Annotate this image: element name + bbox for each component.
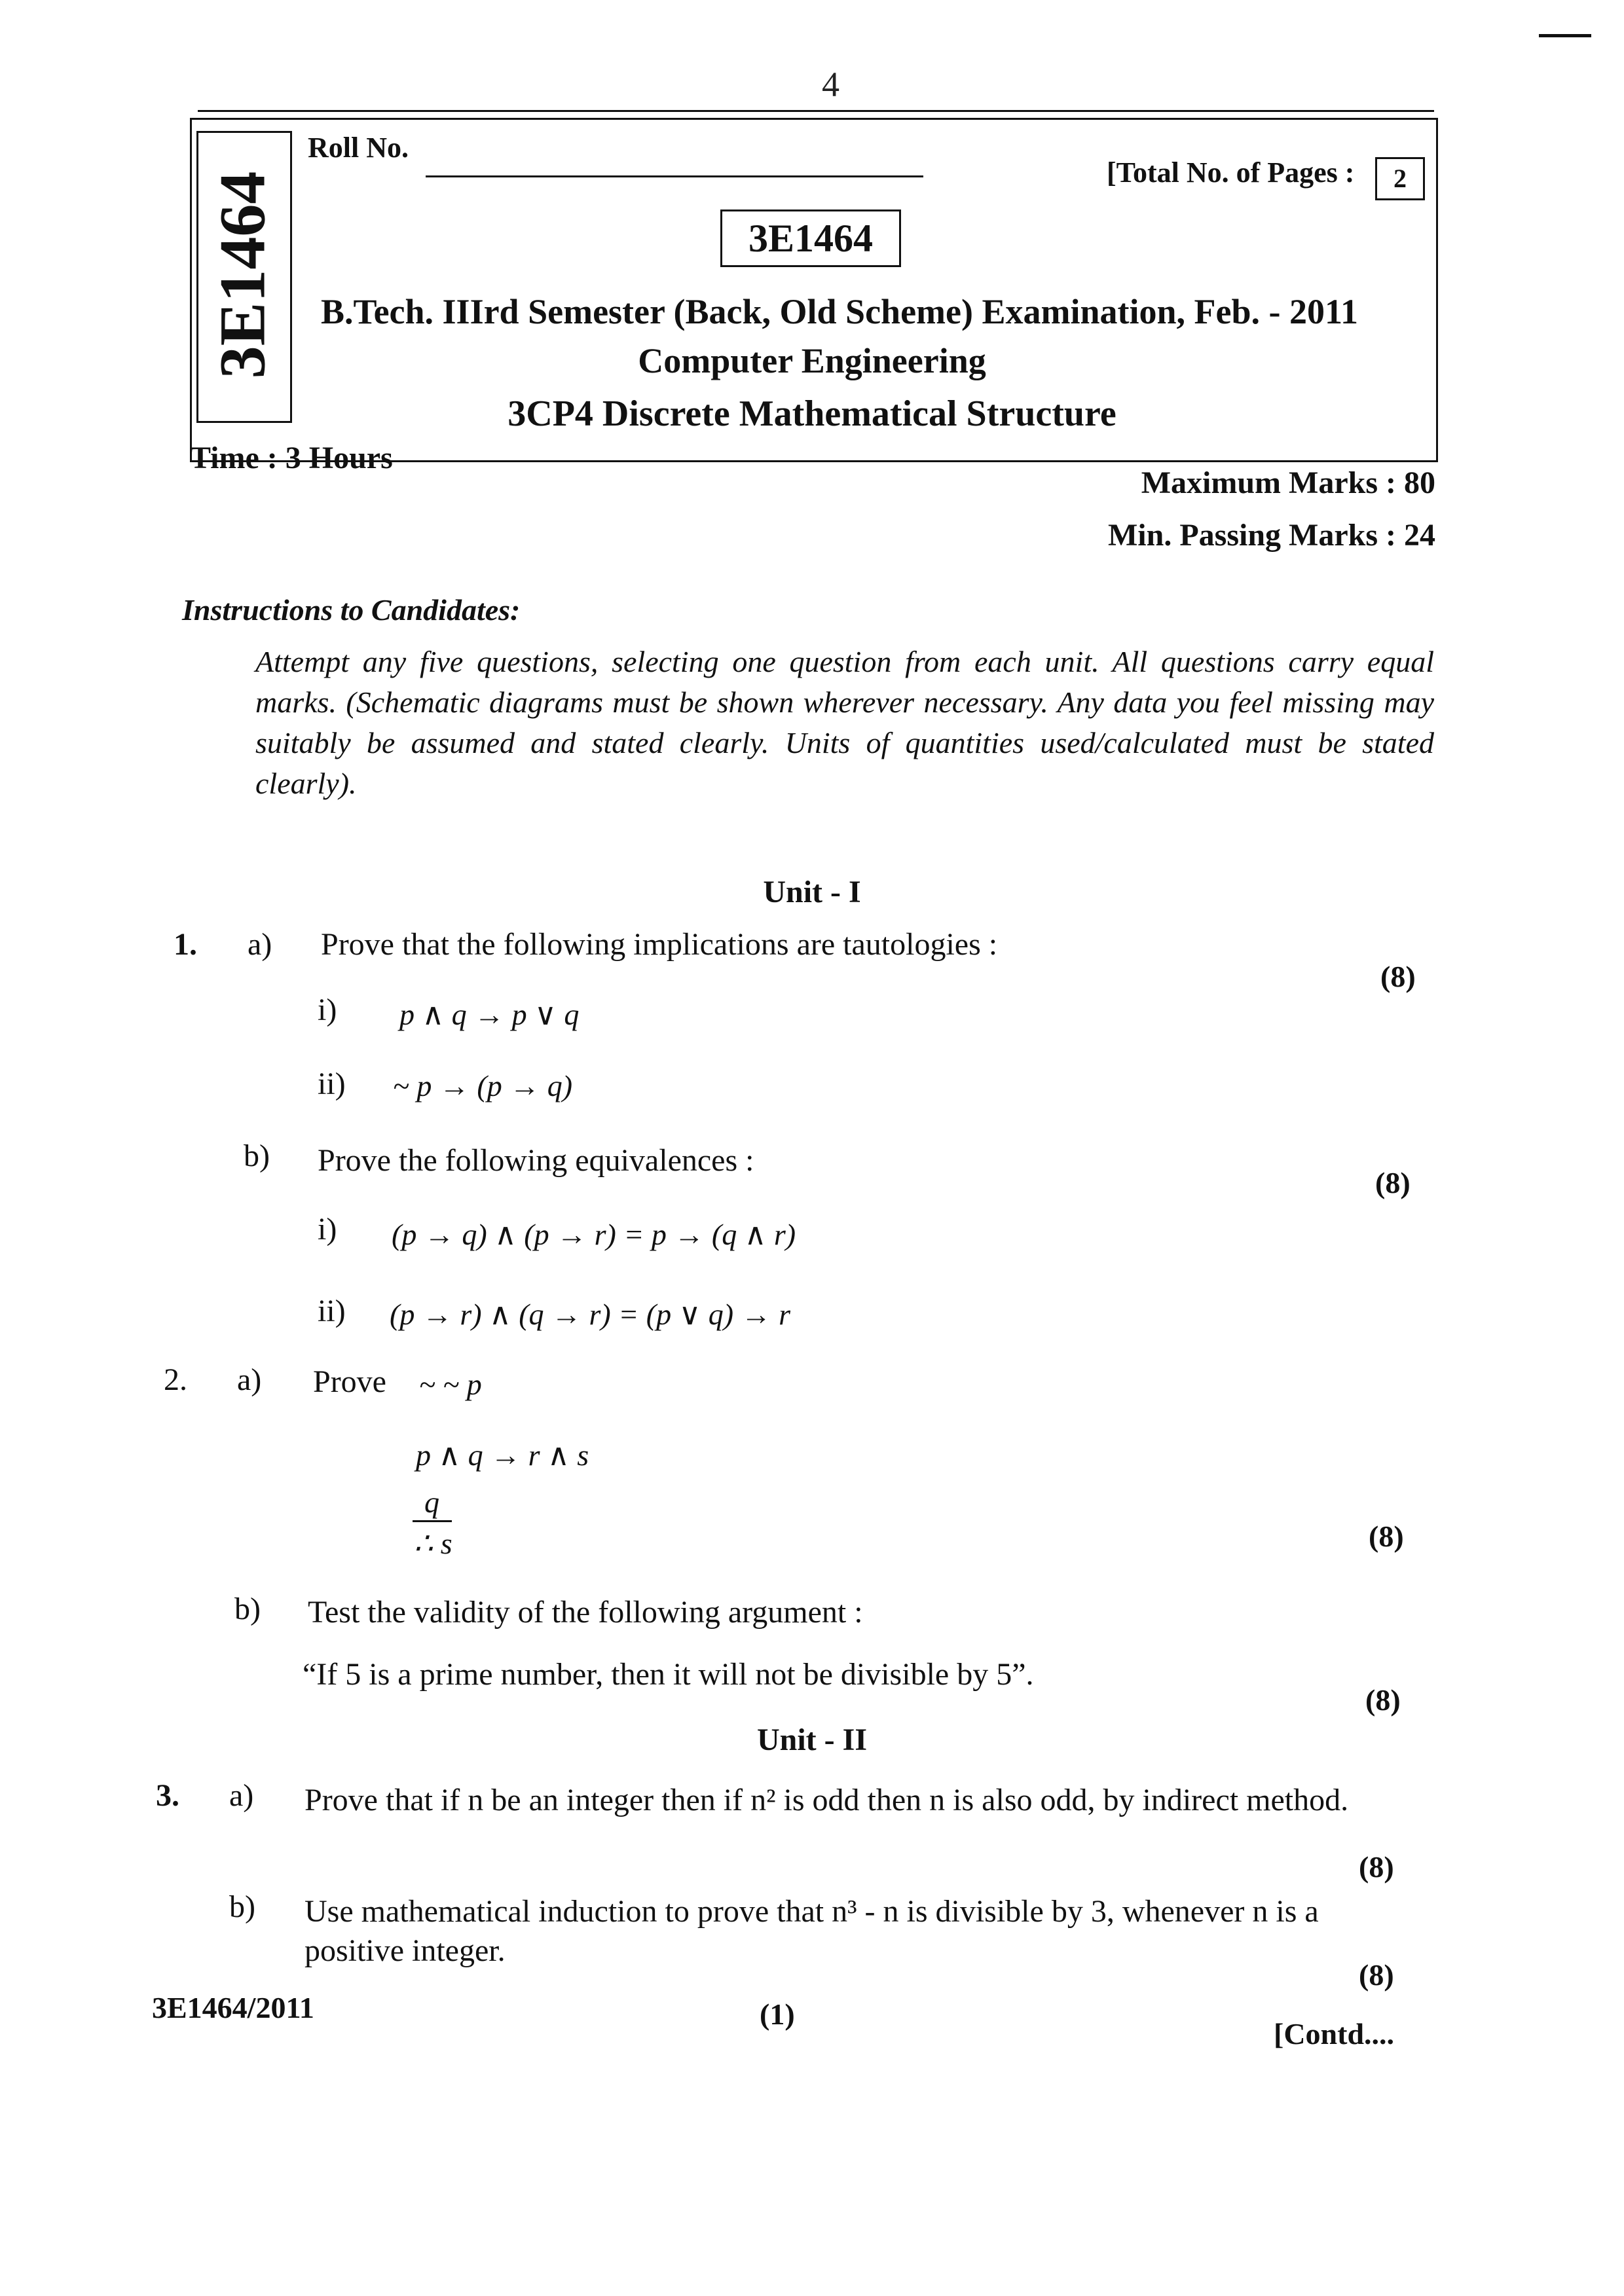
q1a-i-label: i) (318, 993, 337, 1027)
exam-title: B.Tech. IIIrd Semester (Back, Old Scheme) Examination, Feb. - 2011 (321, 292, 1359, 331)
q3a-label: a) (229, 1778, 254, 1813)
q1b-ii-label: ii) (318, 1294, 346, 1328)
q2a-text: Prove (313, 1364, 386, 1399)
paper-code: 3E1464 (720, 210, 901, 267)
q2b-marks: (8) (1365, 1683, 1401, 1717)
q1b-ii-expr: (p → r) ∧ (q → r) = (p ∨ q) → r (390, 1298, 790, 1331)
instructions-heading: Instructions to Candidates: (182, 593, 521, 627)
q1b-label: b) (244, 1139, 270, 1173)
footer-continued: [Contd.... (1274, 2017, 1395, 2050)
q1b-i-label: i) (318, 1212, 337, 1247)
total-pages-label: [Total No. of Pages : (1107, 156, 1355, 189)
q1-number: 1. (174, 927, 197, 962)
roll-number-line (426, 175, 923, 177)
q1a-ii-label: ii) (318, 1066, 346, 1101)
top-dash-mark (1539, 34, 1591, 37)
q3a-marks: (8) (1359, 1850, 1394, 1884)
unit-1-heading: Unit - I (763, 875, 861, 909)
q3b-label: b) (229, 1889, 255, 1924)
instructions-text: Attempt any five questions, selecting one question from each unit. All questions carry equal marks. (Schematic diagrams must be shown wherever necessary. Any data you feel missing may suitably be assumed and stated clearly. Units of quantities used/calculated must be stated clearly). (255, 645, 1434, 800)
q2b-quote: “If 5 is a prime number, then it will not be divisible by 5”. (303, 1657, 1034, 1692)
q3b-text: Use mathematical induction to prove that n³ - n is divisible by 3, whenever n is a positive integer. (304, 1894, 1319, 1968)
q2a-premise-1: p ∧ q → r ∧ s (416, 1438, 589, 1472)
q2a-premise-2: q (424, 1485, 439, 1519)
q2-number: 2. (164, 1362, 187, 1397)
q1b-text: Prove the following equivalences : (318, 1143, 754, 1178)
q3a-text: Prove that if n be an integer then if n² is odd then n is also odd, by indirect method. (304, 1783, 1349, 1817)
top-mark: 4 (822, 65, 840, 104)
q1a-label: a) (248, 927, 272, 962)
header-box-double-line (198, 110, 1434, 112)
total-pages-value: 2 (1375, 157, 1425, 200)
min-passing-marks: Min. Passing Marks : 24 (1107, 518, 1435, 553)
subject-title: 3CP4 Discrete Mathematical Structure (507, 393, 1116, 434)
q1a-text: Prove that the following implications are tautologies : (321, 927, 998, 962)
footer-page-number: (1) (760, 1997, 795, 2031)
unit-2-heading: Unit - II (756, 1722, 868, 1757)
q1b-marks: (8) (1375, 1166, 1411, 1199)
side-paper-code: 3E1464 (206, 171, 279, 379)
q2a-conclusion: ∴ s (414, 1527, 452, 1560)
q2a-conclusion-line (413, 1520, 452, 1522)
q3-number: 3. (156, 1778, 179, 1813)
time-label: Time : 3 Hours (190, 441, 393, 475)
q1b-i-expr: (p → q) ∧ (p → r) = p → (q ∧ r) (392, 1218, 796, 1251)
max-marks: Maximum Marks : 80 (1141, 465, 1435, 500)
footer-paper-code: 3E1464/2011 (152, 1991, 314, 2024)
q2b-label: b) (234, 1592, 261, 1626)
q1a-i-expr: p ∧ q → p ∨ q (399, 998, 580, 1031)
roll-number-label: Roll No. (308, 132, 409, 164)
q2a-marks: (8) (1369, 1520, 1404, 1553)
q3b-marks: (8) (1359, 1958, 1394, 1992)
q2b-text: Test the validity of the following argument : (308, 1595, 863, 1630)
branch-title: Computer Engineering (638, 341, 986, 380)
q2a-expr: ~ ~ p (419, 1368, 482, 1401)
q2a-label: a) (237, 1362, 262, 1397)
q1a-ii-expr: ~ p → (p → q) (393, 1069, 573, 1102)
q1a-marks: (8) (1380, 960, 1416, 993)
